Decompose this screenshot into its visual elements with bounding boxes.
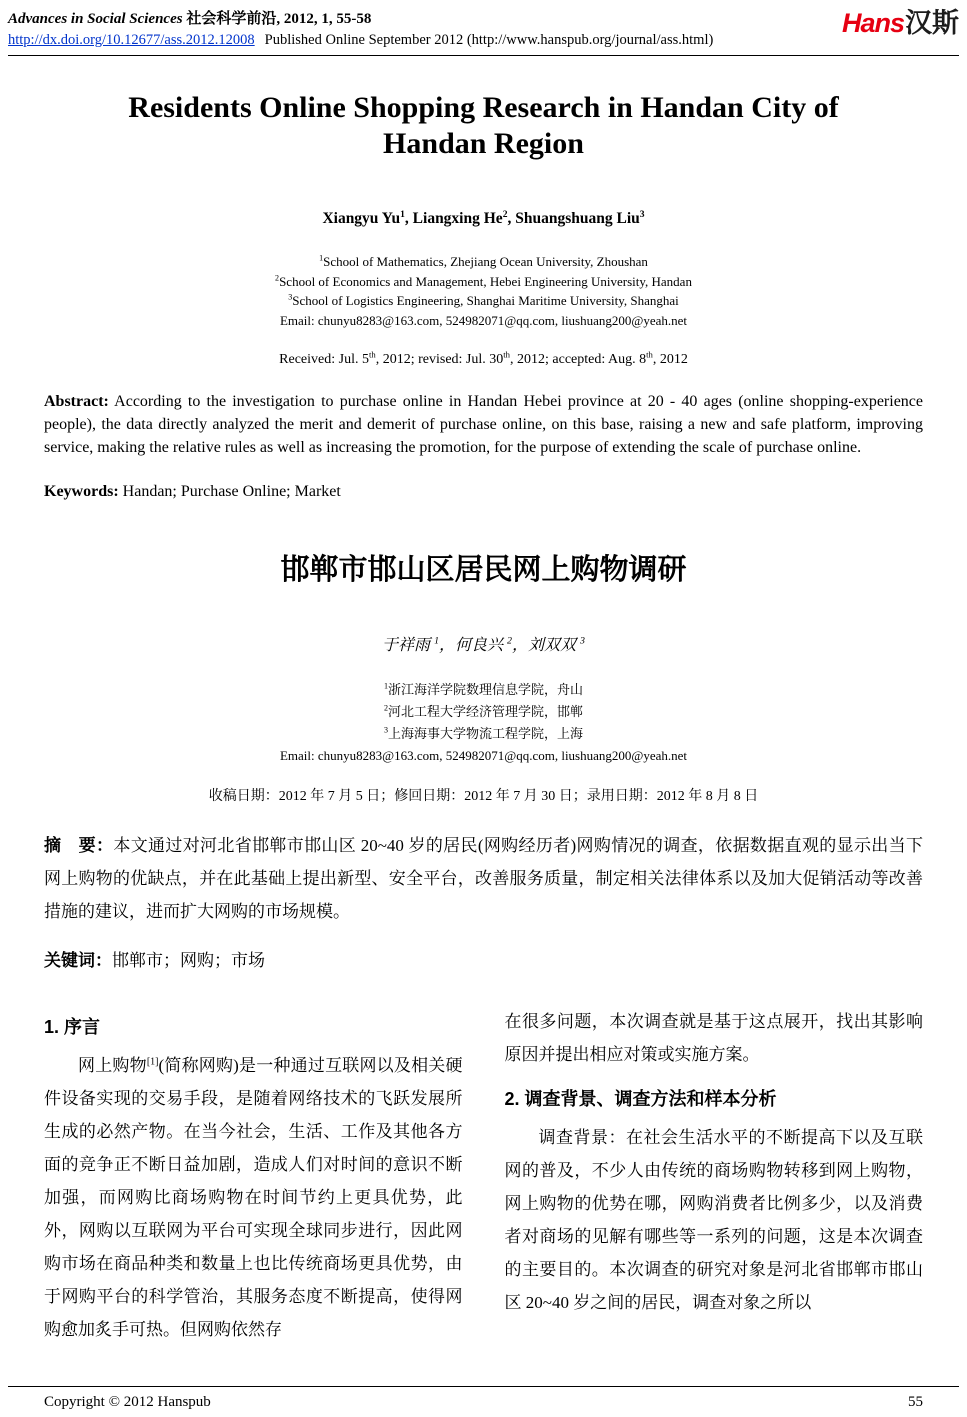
hanspub-logo-cn-text: 汉斯 xyxy=(905,8,959,38)
section-2-paragraph: 调查背景：在社会生活水平的不断提高下以及互联网的普及，不少人由传统的商场购物转移到网上购物，网上购物的优势在哪，网购消费者比例多少，以及消费者对商场的见解有哪些等一系列的问题，这是本次调查的主要目的。本次调查的研究对象是河北省邯郸市邯山区 20~40 岁之间的居民，调查对象之所以 xyxy=(504,1128,923,1312)
email-line-en: Email: chunyu8283@163.com, 524982071@qq.com, liushuang200@yeah.net xyxy=(279,312,688,328)
right-column xyxy=(505,1005,924,1346)
keywords-text-en: Handan; Purchase Online; Market xyxy=(118,483,341,500)
header-divider xyxy=(8,55,959,56)
affil-num: 1 xyxy=(383,681,388,691)
affiliation-line xyxy=(44,723,923,745)
section-1-heading: 1. 序言 xyxy=(44,1017,101,1037)
author-affil-ref: 2 xyxy=(507,635,512,647)
journal-header xyxy=(0,0,967,49)
affil-text: 河北工程大学经济管理学院，邯郸 xyxy=(388,704,584,719)
author-affil-ref: 2 xyxy=(502,208,508,220)
keywords-cn xyxy=(44,944,923,977)
hanspub-logo xyxy=(842,9,959,39)
author-name: , Shuangshuang Liu xyxy=(507,210,640,227)
hanspub-logo-hans-text: Hans xyxy=(841,8,904,38)
journal-title-line xyxy=(8,7,713,28)
author-name: , Liangxing He xyxy=(404,210,503,227)
paper-title-cn: 邯郸市邯山区居民网上购物调研 xyxy=(280,554,687,586)
affil-text: School of Economics and Management, Hebei Engineering University, Handan xyxy=(279,273,692,289)
received-part: Received: Jul. 5 xyxy=(279,352,369,367)
paragraph-text: 网上购物 xyxy=(78,1056,147,1075)
section-1-continuation: 在很多问题，本次调查就是基于这点展开，找出其影响原因并提出相应对策或实施方案。 xyxy=(504,1012,923,1064)
section-2-heading: 2. 调查背景、调查方法和样本分析 xyxy=(504,1089,777,1109)
journal-info xyxy=(8,7,713,49)
citation-ref-1: [1] xyxy=(146,1056,159,1068)
affiliations-en xyxy=(44,252,923,330)
author-affil-ref: 1 xyxy=(434,635,440,647)
section-1-paragraph xyxy=(44,1049,463,1346)
doi-link[interactable]: http://dx.doi.org/10.12677/ass.2012.12008 xyxy=(8,32,255,48)
doi-line xyxy=(8,32,713,49)
keywords-label-cn: 关键词： xyxy=(44,951,112,970)
received-part: , 2012; accepted: Aug. 8 xyxy=(510,352,647,367)
received-line xyxy=(44,349,923,368)
page-number: 55 xyxy=(908,1394,923,1410)
affil-text: 上海海事大学物流工程学院，上海 xyxy=(388,726,584,741)
footer-divider xyxy=(8,1386,959,1387)
abstract-cn xyxy=(44,829,923,928)
email-line-cn: Email: chunyu8283@163.com, 524982071@qq.com, liushuang200@yeah.net xyxy=(279,748,688,763)
affiliation-line xyxy=(44,679,923,701)
abstract-text-en: According to the investigation to purchase online in Handan Hebei province at 20 - 40 ages (online shopping-experience people), the data directly analyzed the merit and demerit of purchase online, on this base, raising a new and safe platform, improving service, making the relative rules as well as increasing the promotion, for the purpose of extending the scale of purchase online. xyxy=(44,393,923,456)
keywords-en xyxy=(44,483,923,501)
author-name: Xiangyu Yu xyxy=(322,210,401,227)
received-part: , 2012 xyxy=(652,352,688,367)
affil-text: School of Mathematics, Zhejiang Ocean University, Zhoushan xyxy=(323,254,648,269)
journal-name-en: Advances in Social Sciences xyxy=(8,11,183,27)
published-online-text: Published Online September 2012 (http://www.hanspub.org/journal/ass.html) xyxy=(264,32,714,48)
author-affil-ref: 1 xyxy=(400,208,405,220)
affiliation-line xyxy=(44,701,923,723)
paper-content xyxy=(0,90,967,1346)
affiliation-line xyxy=(44,272,923,292)
page-footer xyxy=(44,1394,923,1411)
author-name: ，刘双双 xyxy=(511,637,580,654)
left-column xyxy=(44,1005,463,1346)
author-affil-ref: 3 xyxy=(639,208,645,220)
affiliation-line xyxy=(44,291,923,311)
author-affil-ref: 3 xyxy=(580,635,585,647)
keywords-text-cn: 邯郸市；网购；市场 xyxy=(112,951,265,970)
ordinal-suffix: th xyxy=(368,349,376,360)
abstract-en xyxy=(44,390,923,459)
affil-num: 3 xyxy=(288,292,293,302)
affil-num: 1 xyxy=(319,253,324,263)
abstract-label-cn: 摘 要： xyxy=(44,836,114,855)
received-part: , 2012; revised: Jul. 30 xyxy=(375,352,504,367)
affil-num: 2 xyxy=(275,273,280,283)
affil-text: School of Logistics Engineering, Shanghai Maritime University, Shanghai xyxy=(292,293,679,308)
two-column-body xyxy=(44,1005,923,1346)
paper-title-en xyxy=(44,90,923,162)
paragraph-text: (简称网购)是一种通过互联网以及相关硬件设备实现的交易手段，是随着网络技术的飞跃发展所生成的必然产物。在当今社会，生活、工作及其他各方面的竞争正不断日益加剧，造成人们对时间的意识不断加强，而网购比商场购物在时间节约上更具优势，此外，网购以互联网为平台可实现全球同步进行，因此网购市场在商品种类和数量上也比传统商场更具优势，由于网购平台的科学管治，其服务态度不断提高，使得网购愈加炙手可热。但网购依然存 xyxy=(44,1056,463,1339)
authors-en xyxy=(44,210,923,228)
affiliation-line xyxy=(44,252,923,272)
dates-line-cn: 收稿日期：2012 年 7 月 5 日；修回日期：2012 年 7 月 30 日；录用日期：2012 年 8 月 8 日 xyxy=(208,789,759,804)
affil-text: 浙江海洋学院数理信息学院，舟山 xyxy=(388,682,584,697)
affil-num: 3 xyxy=(383,725,388,735)
ordinal-suffix: th xyxy=(503,349,511,360)
title-line-1: Residents Online Shopping Research in Handan City of xyxy=(128,91,839,124)
abstract-label-en: Abstract: xyxy=(44,393,109,410)
affil-num: 2 xyxy=(383,703,388,713)
author-name: 于祥雨 xyxy=(382,637,435,654)
abstract-text-cn: 本文通过对河北省邯郸市邯山区 20~40 岁的居民(网购经历者)网购情况的调查，依据数据直观的显示出当下网上购物的优缺点，并在此基础上提出新型、安全平台，改善服务质量，制定相关法律体系以及加大促销活动等改善措施的建议，进而扩大网购的市场规模。 xyxy=(44,836,923,921)
author-name: ，何良兴 xyxy=(439,637,508,654)
journal-name-cn-issue: 社会科学前沿, 2012, 1, 55-58 xyxy=(186,11,372,27)
ordinal-suffix: th xyxy=(646,349,653,360)
title-line-2: Handan Region xyxy=(383,127,584,160)
copyright-text: Copyright © 2012 Hanspub xyxy=(44,1394,211,1410)
authors-cn xyxy=(44,632,923,655)
keywords-label-en: Keywords: xyxy=(44,483,119,500)
affiliations-cn xyxy=(44,679,923,767)
